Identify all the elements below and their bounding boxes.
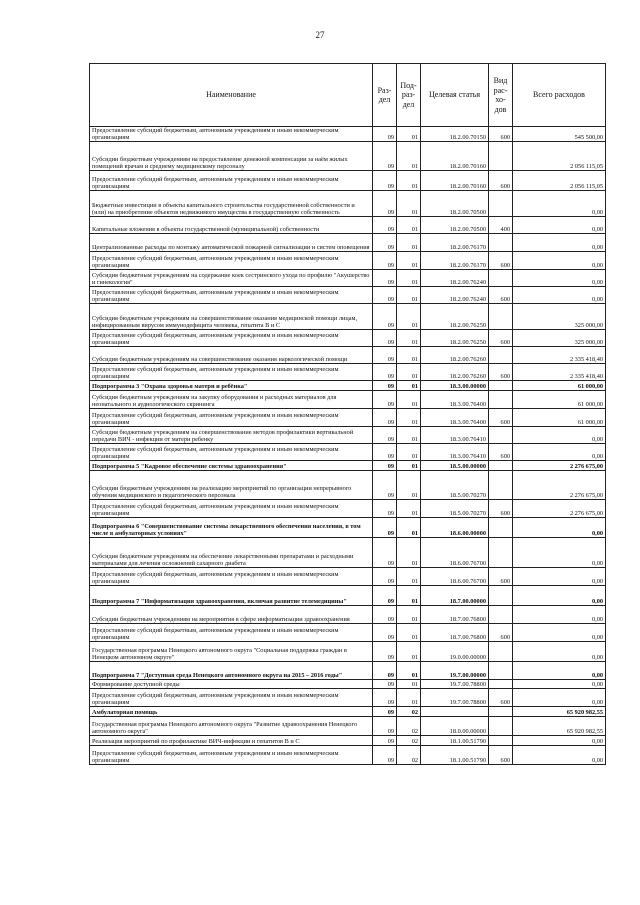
row-expense-type bbox=[489, 461, 513, 471]
row-name: Предоставление субсидий бюджетным, автономным учреждениям и иным некоммерческим организациям bbox=[90, 500, 373, 518]
table-row bbox=[90, 330, 606, 347]
table-row bbox=[90, 746, 606, 765]
row-expense-type: 600 bbox=[489, 689, 513, 707]
row-total: 0,00 bbox=[513, 746, 606, 765]
row-total: 0,00 bbox=[513, 680, 606, 689]
row-subsection: 01 bbox=[397, 689, 421, 707]
row-total: 2 056 115,05 bbox=[513, 171, 606, 191]
row-subsection: 01 bbox=[397, 364, 421, 381]
table-row bbox=[90, 680, 606, 689]
table-row bbox=[90, 568, 606, 586]
row-section: 09 bbox=[373, 568, 397, 586]
row-target-item: 18.2.00.76240 bbox=[421, 287, 489, 304]
row-section: 09 bbox=[373, 287, 397, 304]
row-name: Субсидии бюджетным учреждениям на предоставление денежной компенсации за наём жилых помещений врачам и среднему медицинскому персоналу bbox=[90, 142, 373, 171]
row-section: 09 bbox=[373, 409, 397, 427]
header-target-item: Целевая статья bbox=[421, 64, 489, 127]
row-total: 0,00 bbox=[513, 444, 606, 461]
table-row bbox=[90, 142, 606, 171]
table-row bbox=[90, 270, 606, 287]
row-subsection: 01 bbox=[397, 500, 421, 518]
row-target-item: 18.5.00.70270 bbox=[421, 471, 489, 500]
table-row bbox=[90, 500, 606, 518]
row-name: Предоставление субсидий бюджетным, автономным учреждениям и иным некоммерческим организациям bbox=[90, 746, 373, 765]
table-row bbox=[90, 461, 606, 471]
row-target-item bbox=[421, 707, 489, 717]
row-total: 65 920 982,55 bbox=[513, 707, 606, 717]
row-target-item: 18.2.00.76170 bbox=[421, 234, 489, 252]
row-expense-type bbox=[489, 347, 513, 364]
table-row bbox=[90, 364, 606, 381]
row-expense-type: 600 bbox=[489, 624, 513, 642]
row-section: 09 bbox=[373, 707, 397, 717]
page-number: 27 bbox=[315, 30, 325, 40]
row-target-item: 19.7.00.78800 bbox=[421, 689, 489, 707]
table-row bbox=[90, 444, 606, 461]
row-name: Централизованные расходы по монтажу автоматической пожарной сигнализации и систем оповещения bbox=[90, 234, 373, 252]
row-name: Государственная программа Ненецкого автономного округа "Социальная поддержка граждан в Ненецком автономном округе" bbox=[90, 642, 373, 662]
row-section: 09 bbox=[373, 538, 397, 568]
row-total: 0,00 bbox=[513, 689, 606, 707]
row-target-item: 18.5.00.70270 bbox=[421, 500, 489, 518]
row-subsection: 01 bbox=[397, 234, 421, 252]
row-name: Предоставление субсидий бюджетным, автономным учреждениям и иным некоммерческим организациям bbox=[90, 444, 373, 461]
row-section: 09 bbox=[373, 662, 397, 680]
table-row bbox=[90, 538, 606, 568]
row-subsection: 02 bbox=[397, 736, 421, 746]
row-section: 09 bbox=[373, 518, 397, 538]
row-section: 09 bbox=[373, 444, 397, 461]
table-row bbox=[90, 304, 606, 330]
row-name: Подпрограмма 5 "Кадровое обеспечение системы здравоохранения" bbox=[90, 461, 373, 471]
row-expense-type: 600 bbox=[489, 746, 513, 765]
row-target-item: 18.5.00.00000 bbox=[421, 461, 489, 471]
row-section: 09 bbox=[373, 500, 397, 518]
table-row bbox=[90, 127, 606, 142]
row-section: 09 bbox=[373, 127, 397, 142]
budget-table bbox=[89, 63, 606, 765]
row-expense-type: 600 bbox=[489, 500, 513, 518]
row-section: 09 bbox=[373, 191, 397, 217]
row-section: 09 bbox=[373, 142, 397, 171]
row-name: Предоставление субсидий бюджетным, автономным учреждениям и иным некоммерческим организациям bbox=[90, 409, 373, 427]
row-total: 0,00 bbox=[513, 736, 606, 746]
row-target-item: 18.1.00.51790 bbox=[421, 746, 489, 765]
table-row bbox=[90, 217, 606, 234]
row-total: 0,00 bbox=[513, 606, 606, 624]
row-subsection: 01 bbox=[397, 624, 421, 642]
row-section: 09 bbox=[373, 689, 397, 707]
row-section: 09 bbox=[373, 642, 397, 662]
row-name: Предоставление субсидий бюджетным, автономным учреждениям и иным некоммерческим организациям bbox=[90, 171, 373, 191]
row-expense-type bbox=[489, 642, 513, 662]
row-total: 0,00 bbox=[513, 538, 606, 568]
row-section: 09 bbox=[373, 364, 397, 381]
row-subsection: 01 bbox=[397, 568, 421, 586]
row-target-item: 18.2.00.76260 bbox=[421, 364, 489, 381]
row-subsection: 01 bbox=[397, 381, 421, 391]
table-row bbox=[90, 409, 606, 427]
row-target-item: 18.7.00.76800 bbox=[421, 624, 489, 642]
row-name: Предоставление субсидий бюджетным, автономным учреждениям и иным некоммерческим организациям bbox=[90, 287, 373, 304]
row-section: 09 bbox=[373, 736, 397, 746]
row-target-item: 18.7.00.76800 bbox=[421, 606, 489, 624]
row-expense-type bbox=[489, 381, 513, 391]
row-target-item: 18.2.00.70160 bbox=[421, 142, 489, 171]
row-total: 325 000,00 bbox=[513, 330, 606, 347]
row-name: Подпрограмма 7 "Доступная среда Ненецкого автономного округа на 2015 – 2016 годы" bbox=[90, 662, 373, 680]
row-expense-type bbox=[489, 234, 513, 252]
row-subsection: 01 bbox=[397, 427, 421, 444]
header-subsection: Под-раз-дел bbox=[397, 64, 421, 127]
row-target-item: 18.2.00.76250 bbox=[421, 304, 489, 330]
row-subsection: 02 bbox=[397, 717, 421, 736]
row-total: 2 056 115,05 bbox=[513, 142, 606, 171]
row-total: 0,00 bbox=[513, 662, 606, 680]
row-target-item: 18.0.00.00000 bbox=[421, 717, 489, 736]
row-section: 09 bbox=[373, 347, 397, 364]
row-target-item: 19.7.00.00000 bbox=[421, 662, 489, 680]
row-name: Государственная программа Ненецкого автономного округа "Развитие здравоохранения Ненецкого автономного округа" bbox=[90, 717, 373, 736]
table-row bbox=[90, 471, 606, 500]
table-row bbox=[90, 427, 606, 444]
row-target-item: 18.2.00.70500 bbox=[421, 191, 489, 217]
row-total: 0,00 bbox=[513, 287, 606, 304]
table-row bbox=[90, 391, 606, 409]
row-section: 09 bbox=[373, 217, 397, 234]
table-row bbox=[90, 642, 606, 662]
row-expense-type bbox=[489, 270, 513, 287]
row-total: 2 276 675,00 bbox=[513, 471, 606, 500]
row-expense-type bbox=[489, 662, 513, 680]
row-subsection: 01 bbox=[397, 391, 421, 409]
row-expense-type bbox=[489, 586, 513, 606]
table-row bbox=[90, 717, 606, 736]
row-name: Бюджетные инвестиции в объекты капитального строительства государственной собственности и (или) на приобретение объектов недвижимого имущества в государственную собственность bbox=[90, 191, 373, 217]
row-expense-type bbox=[489, 191, 513, 217]
row-section: 09 bbox=[373, 717, 397, 736]
row-name: Предоставление субсидий бюджетным, автономным учреждениям и иным некоммерческим организациям bbox=[90, 252, 373, 270]
table-row bbox=[90, 736, 606, 746]
row-subsection: 01 bbox=[397, 461, 421, 471]
row-expense-type bbox=[489, 518, 513, 538]
row-total: 2 276 675,00 bbox=[513, 500, 606, 518]
row-subsection: 01 bbox=[397, 127, 421, 142]
table-body bbox=[90, 127, 606, 765]
header-name: Наименование bbox=[90, 64, 373, 127]
row-expense-type bbox=[489, 427, 513, 444]
row-name: Субсидия бюджетным учреждениям на закупку оборудования и расходных материалов для неонатального и аудиологического скрининга bbox=[90, 391, 373, 409]
row-subsection: 01 bbox=[397, 606, 421, 624]
row-target-item: 18.2.00.70160 bbox=[421, 171, 489, 191]
row-expense-type: 600 bbox=[489, 127, 513, 142]
row-name: Субсидия бюджетным учреждениям на совершенствование оказания наркологической помощи bbox=[90, 347, 373, 364]
row-expense-type: 600 bbox=[489, 287, 513, 304]
row-subsection: 01 bbox=[397, 304, 421, 330]
row-section: 09 bbox=[373, 304, 397, 330]
header-total: Всего расходов bbox=[513, 64, 606, 127]
row-expense-type bbox=[489, 707, 513, 717]
row-name: Предоставление субсидий бюджетным, автономным учреждениям и иным некоммерческим организациям bbox=[90, 568, 373, 586]
row-name: Амбулаторная помощь bbox=[90, 707, 373, 717]
row-name: Субсидия бюджетным учреждениям на совершенствование оказания медицинской помощи лицам, инфицированным вирусом иммунодефицита человека, гепатита В и С bbox=[90, 304, 373, 330]
table-row bbox=[90, 381, 606, 391]
row-subsection: 01 bbox=[397, 586, 421, 606]
row-total: 61 000,00 bbox=[513, 409, 606, 427]
row-subsection: 01 bbox=[397, 142, 421, 171]
row-subsection: 01 bbox=[397, 518, 421, 538]
row-name: Субсидия бюджетным учреждениям на обеспечение лекарственными препаратами и расходными материалами для лечения осложнений сахарного диабета bbox=[90, 538, 373, 568]
row-total: 0,00 bbox=[513, 568, 606, 586]
row-subsection: 01 bbox=[397, 538, 421, 568]
row-name: Подпрограмма 7 "Информатизация здравоохранения, включая развитие телемедицины" bbox=[90, 586, 373, 606]
row-subsection: 01 bbox=[397, 680, 421, 689]
row-subsection: 01 bbox=[397, 444, 421, 461]
row-target-item: 18.1.00.51790 bbox=[421, 736, 489, 746]
row-total: 0,00 bbox=[513, 518, 606, 538]
table-row bbox=[90, 586, 606, 606]
row-total: 0,00 bbox=[513, 642, 606, 662]
row-target-item: 19.0.00.00000 bbox=[421, 642, 489, 662]
row-section: 09 bbox=[373, 606, 397, 624]
row-section: 09 bbox=[373, 680, 397, 689]
row-section: 09 bbox=[373, 391, 397, 409]
header-section: Раз-дел bbox=[373, 64, 397, 127]
row-target-item: 18.6.00.76700 bbox=[421, 568, 489, 586]
row-name: Капитальные вложения в объекты государственной (муниципальной) собственности bbox=[90, 217, 373, 234]
row-section: 09 bbox=[373, 624, 397, 642]
table-row bbox=[90, 662, 606, 680]
row-section: 09 bbox=[373, 461, 397, 471]
row-section: 09 bbox=[373, 746, 397, 765]
row-section: 09 bbox=[373, 234, 397, 252]
row-total: 61 000,00 bbox=[513, 381, 606, 391]
row-subsection: 01 bbox=[397, 642, 421, 662]
row-name: Подпрограмма 6 "Совершенствование системы лекарственного обеспечения населения, в том числе в амбулаторных условиях" bbox=[90, 518, 373, 538]
row-target-item: 18.6.00.76700 bbox=[421, 538, 489, 568]
row-target-item: 18.3.00.00000 bbox=[421, 381, 489, 391]
row-total: 0,00 bbox=[513, 427, 606, 444]
row-target-item: 18.2.00.76170 bbox=[421, 252, 489, 270]
row-subsection: 01 bbox=[397, 287, 421, 304]
row-total: 0,00 bbox=[513, 270, 606, 287]
row-total: 0,00 bbox=[513, 252, 606, 270]
row-expense-type bbox=[489, 142, 513, 171]
table-header-row bbox=[90, 64, 606, 127]
row-name: Подпрограмма 3 "Охрана здоровья матери и ребёнка" bbox=[90, 381, 373, 391]
row-name: Субсидии бюджетным учреждениям на мероприятия в сфере информатизации здравоохранения bbox=[90, 606, 373, 624]
table-row bbox=[90, 171, 606, 191]
row-total: 2 276 675,00 bbox=[513, 461, 606, 471]
row-subsection: 01 bbox=[397, 171, 421, 191]
table-row bbox=[90, 287, 606, 304]
row-target-item: 18.2.00.76250 bbox=[421, 330, 489, 347]
row-name: Реализация мероприятий по профилактике ВИЧ-инфекции и гепатитов В и С bbox=[90, 736, 373, 746]
table-row bbox=[90, 518, 606, 538]
table-row bbox=[90, 347, 606, 364]
row-subsection: 01 bbox=[397, 217, 421, 234]
row-subsection: 01 bbox=[397, 330, 421, 347]
row-total: 545 500,00 bbox=[513, 127, 606, 142]
row-subsection: 01 bbox=[397, 347, 421, 364]
row-subsection: 01 bbox=[397, 191, 421, 217]
table-row bbox=[90, 234, 606, 252]
row-expense-type: 600 bbox=[489, 444, 513, 461]
row-target-item: 18.3.00.76400 bbox=[421, 391, 489, 409]
row-subsection: 02 bbox=[397, 746, 421, 765]
row-section: 09 bbox=[373, 270, 397, 287]
row-name: Предоставление субсидий бюджетным, автономным учреждениям и иным некоммерческим организациям bbox=[90, 689, 373, 707]
row-name: Субсидия бюджетным учреждениям на совершенствование методов профилактики вертикальной передачи ВИЧ - инфекции от матери ребенку bbox=[90, 427, 373, 444]
row-expense-type bbox=[489, 538, 513, 568]
row-total: 0,00 bbox=[513, 217, 606, 234]
row-expense-type: 600 bbox=[489, 171, 513, 191]
row-section: 09 bbox=[373, 171, 397, 191]
row-expense-type: 600 bbox=[489, 330, 513, 347]
row-target-item: 18.2.00.70500 bbox=[421, 217, 489, 234]
row-expense-type: 600 bbox=[489, 568, 513, 586]
row-total: 0,00 bbox=[513, 191, 606, 217]
row-target-item: 18.3.00.76410 bbox=[421, 444, 489, 461]
row-target-item: 19.7.00.78800 bbox=[421, 680, 489, 689]
row-expense-type: 600 bbox=[489, 364, 513, 381]
table-row bbox=[90, 252, 606, 270]
row-section: 09 bbox=[373, 252, 397, 270]
row-section: 09 bbox=[373, 381, 397, 391]
table-row bbox=[90, 191, 606, 217]
row-total: 2 335 418,40 bbox=[513, 347, 606, 364]
row-subsection: 01 bbox=[397, 270, 421, 287]
row-target-item: 18.7.00.00000 bbox=[421, 586, 489, 606]
table-row bbox=[90, 624, 606, 642]
row-total: 2 335 418,40 bbox=[513, 364, 606, 381]
row-total: 325 000,00 bbox=[513, 304, 606, 330]
row-name: Формирование доступной среды bbox=[90, 680, 373, 689]
row-name: Предоставление субсидий бюджетным, автономным учреждениям и иным некоммерческим организациям bbox=[90, 330, 373, 347]
row-target-item: 18.6.00.00000 bbox=[421, 518, 489, 538]
table-row bbox=[90, 707, 606, 717]
row-section: 09 bbox=[373, 471, 397, 500]
row-expense-type bbox=[489, 717, 513, 736]
row-section: 09 bbox=[373, 586, 397, 606]
row-expense-type bbox=[489, 304, 513, 330]
row-name: Предоставление субсидий бюджетным, автономным учреждениям и иным некоммерческим организациям bbox=[90, 624, 373, 642]
row-section: 09 bbox=[373, 330, 397, 347]
row-total: 0,00 bbox=[513, 624, 606, 642]
row-expense-type bbox=[489, 736, 513, 746]
row-target-item: 18.3.00.76400 bbox=[421, 409, 489, 427]
row-subsection: 01 bbox=[397, 252, 421, 270]
row-subsection: 01 bbox=[397, 409, 421, 427]
row-name: Субсидии бюджетным учреждениям на реализацию мероприятий по организации непрерывного обучения медицинского и педагогического персонала bbox=[90, 471, 373, 500]
row-total: 61 000,00 bbox=[513, 391, 606, 409]
table-row bbox=[90, 606, 606, 624]
row-expense-type: 400 bbox=[489, 217, 513, 234]
row-expense-type bbox=[489, 471, 513, 500]
row-expense-type bbox=[489, 606, 513, 624]
row-name: Предоставление субсидий бюджетным, автономным учреждениям и иным некоммерческим организациям bbox=[90, 364, 373, 381]
row-expense-type: 600 bbox=[489, 252, 513, 270]
row-target-item: 18.2.00.76240 bbox=[421, 270, 489, 287]
row-subsection: 01 bbox=[397, 662, 421, 680]
row-total: 0,00 bbox=[513, 234, 606, 252]
row-expense-type: 600 bbox=[489, 409, 513, 427]
row-total: 65 920 982,55 bbox=[513, 717, 606, 736]
header-expense-type: Вид рас-хо-дов bbox=[489, 64, 513, 127]
row-section: 09 bbox=[373, 427, 397, 444]
row-name: Предоставление субсидий бюджетным, автономным учреждениям и иным некоммерческим организациям bbox=[90, 127, 373, 142]
table-row bbox=[90, 689, 606, 707]
row-target-item: 18.2.00.70150 bbox=[421, 127, 489, 142]
row-expense-type bbox=[489, 391, 513, 409]
row-expense-type bbox=[489, 680, 513, 689]
row-total: 0,00 bbox=[513, 586, 606, 606]
row-subsection: 01 bbox=[397, 471, 421, 500]
row-name: Субсидия бюджетным учреждениям на содержание коек сестринского ухода по профилю "Акушерство и гинекология" bbox=[90, 270, 373, 287]
row-subsection: 02 bbox=[397, 707, 421, 717]
row-target-item: 18.3.00.76410 bbox=[421, 427, 489, 444]
row-target-item: 18.2.00.76260 bbox=[421, 347, 489, 364]
